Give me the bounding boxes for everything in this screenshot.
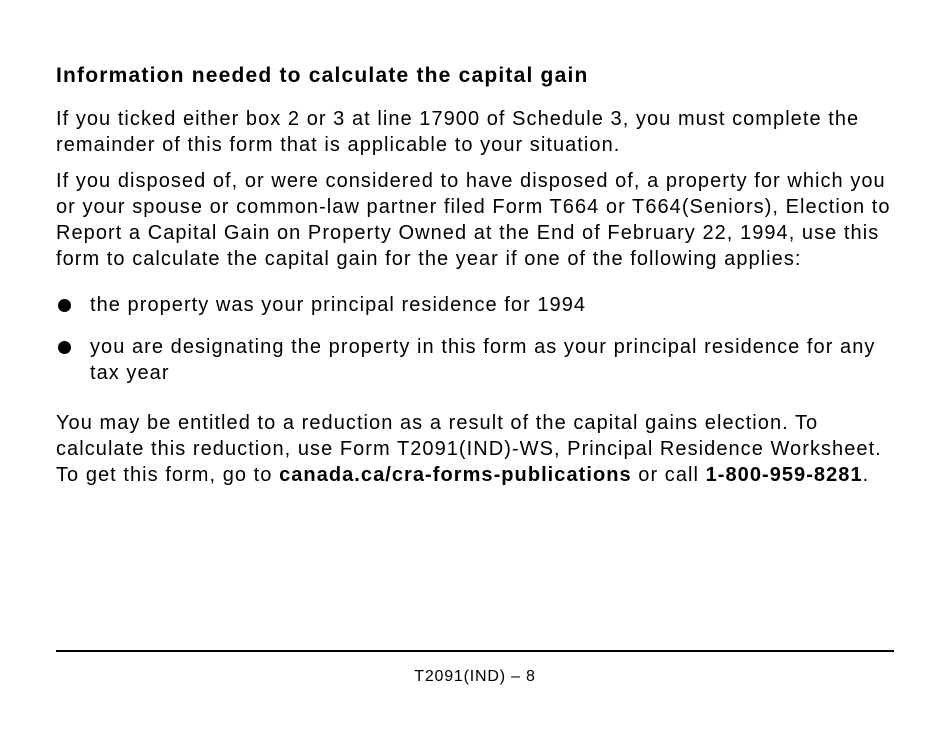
disposal-paragraph: If you disposed of, or were considered to have disposed of, a property for which you or your spouse or common-law partner filed Form T664 or T664(Seniors), Election to Report a Capital Gain on Property Owned at the End of February 22, 1994, use this form to calculate the capital gain for the year if one of the following applies: xyxy=(56,170,891,270)
reduction-text-call: or call xyxy=(631,464,706,486)
bullet-icon xyxy=(58,299,71,312)
forms-link[interactable]: canada.ca/cra-forms-publications xyxy=(279,464,632,486)
footer-divider xyxy=(56,650,894,652)
list-item-text: the property was your principal residence for 1994 xyxy=(90,294,587,316)
list-item xyxy=(56,334,906,386)
page-footer: T2091(IND) – 8 xyxy=(414,668,536,685)
list-item-text: you are designating the property in this form as your principal residence for any tax year xyxy=(90,336,876,384)
page-content xyxy=(56,62,906,498)
reduction-text: You may be entitled to a reduction as a result of the capital gains election. To calculate this reduction, use Form T2091(IND)-WS, Principal Residence Worksheet. To get this form, go to xyxy=(56,412,882,486)
conditions-list xyxy=(56,292,906,386)
section-heading: Information needed to calculate the capital gain xyxy=(56,64,589,87)
intro-paragraph: If you ticked either box 2 or 3 at line 17900 of Schedule 3, you must complete the remainder of this form that is applicable to your situation. xyxy=(56,108,860,156)
bullet-icon xyxy=(58,341,71,354)
reduction-text-end: . xyxy=(862,464,870,486)
reduction-paragraph xyxy=(56,410,906,488)
phone-number: 1-800-959-8281 xyxy=(705,464,863,486)
list-item xyxy=(56,292,906,318)
